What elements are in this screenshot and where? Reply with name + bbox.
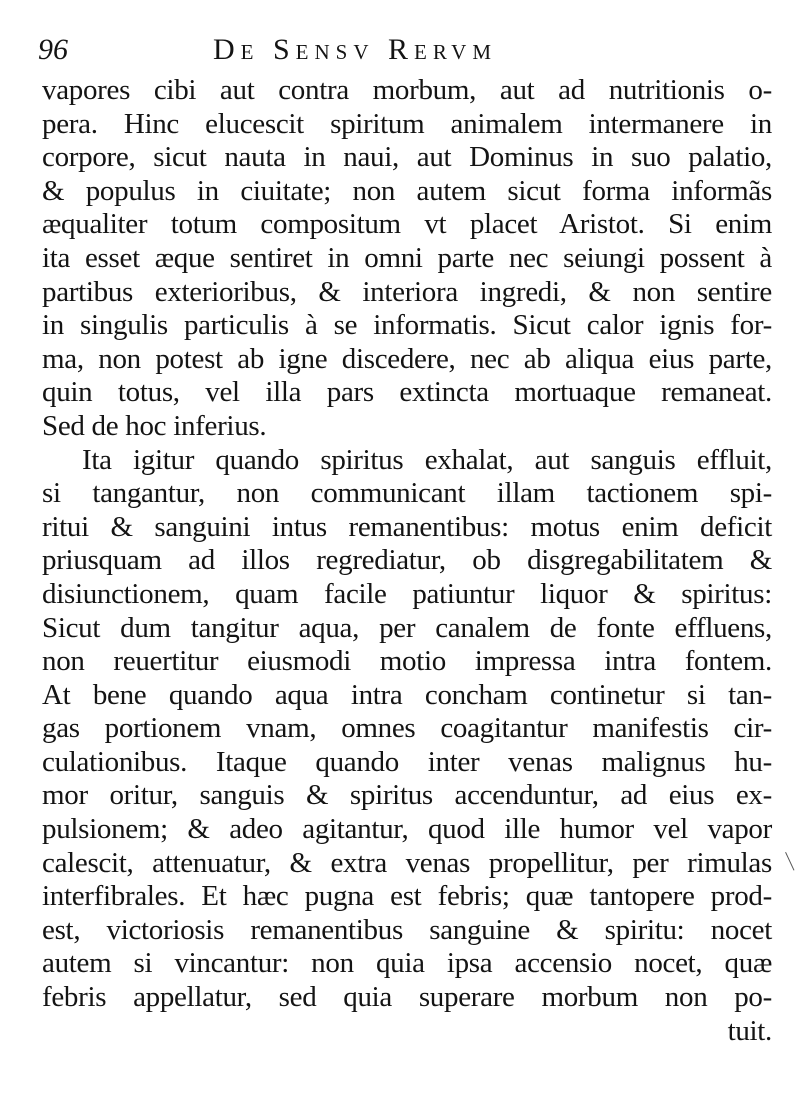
text-line: disiunctionem, quam facile patiuntur liquor & spiritus:: [42, 577, 772, 610]
running-head: [38, 28, 778, 72]
text-line: quin totus, vel illa pars extincta mortuaque remaneat.: [42, 376, 772, 409]
text-line: pulsionem; & adeo agitantur, quod ille humor vel vapor: [42, 813, 772, 846]
page-number: 96: [38, 33, 68, 66]
text-line: æqualiter totum compositum vt placet Aristot. Si enim: [42, 208, 772, 241]
text-line: Sed de hoc inferius.: [42, 409, 267, 442]
text-line: gas portionem vnam, omnes coagitantur manifestis cir-: [42, 712, 772, 745]
text-line: corpore, sicut nauta in naui, aut Dominus in suo palatio,: [42, 141, 772, 174]
text-line: est, victoriosis remanentibus sanguine & spiritu: nocet: [42, 913, 772, 946]
body-text: [42, 74, 772, 1048]
text-line: Sicut dum tangitur aqua, per canalem de fonte effluens,: [42, 611, 772, 644]
text-line: Ita igitur quando spiritus exhalat, aut sanguis effluit,: [82, 443, 772, 476]
text-line: pera. Hinc elucescit spiritum animalem intermanere in: [42, 107, 772, 140]
text-line: ita esset æque sentiret in omni parte nec seiungi possent à: [42, 241, 772, 274]
text-line: non reuertitur eiusmodi motio impressa intra fontem.: [42, 645, 772, 678]
text-line: priusquam ad illos regrediatur, ob disgregabilitatem &: [42, 544, 772, 577]
text-line: in singulis particulis à se informatis. Sicut calor ignis for-: [42, 309, 772, 342]
text-line: mor oritur, sanguis & spiritus accenduntur, ad eius ex-: [42, 779, 772, 812]
text-line: culationibus. Itaque quando inter venas malignus hu-: [42, 745, 772, 778]
text-line: ritui & sanguini intus remanentibus: motus enim deficit: [42, 510, 772, 543]
text-line: tuit.: [727, 1014, 772, 1047]
running-title: De Sensv Rervm: [213, 33, 498, 66]
paragraph: [42, 444, 772, 1049]
text-line: febris appellatur, sed quia superare morbum non po-: [42, 981, 772, 1014]
paragraph: [42, 74, 772, 444]
text-line: & populus in ciuitate; non autem sicut forma informãs: [42, 174, 772, 207]
text-line: ma, non potest ab igne discedere, nec ab aliqua eius parte,: [42, 342, 772, 375]
text-line: autem si vincantur: non quia ipsa accensio nocet, quæ: [42, 947, 772, 980]
margin-mark: [785, 849, 800, 870]
text-line: vapores cibi aut contra morbum, aut ad nutritionis o-: [42, 74, 772, 106]
text-line: si tangantur, non communicant illam tactionem spi-: [42, 477, 772, 510]
text-line: interfibrales. Et hæc pugna est febris; quæ tantopere prod-: [42, 880, 772, 913]
text-line: At bene quando aqua intra concham continetur si tan-: [42, 678, 772, 711]
text-line: partibus exterioribus, & interiora ingredi, & non sentire: [42, 275, 772, 308]
text-line: calescit, attenuatur, & extra venas propellitur, per rimulas: [42, 846, 772, 879]
